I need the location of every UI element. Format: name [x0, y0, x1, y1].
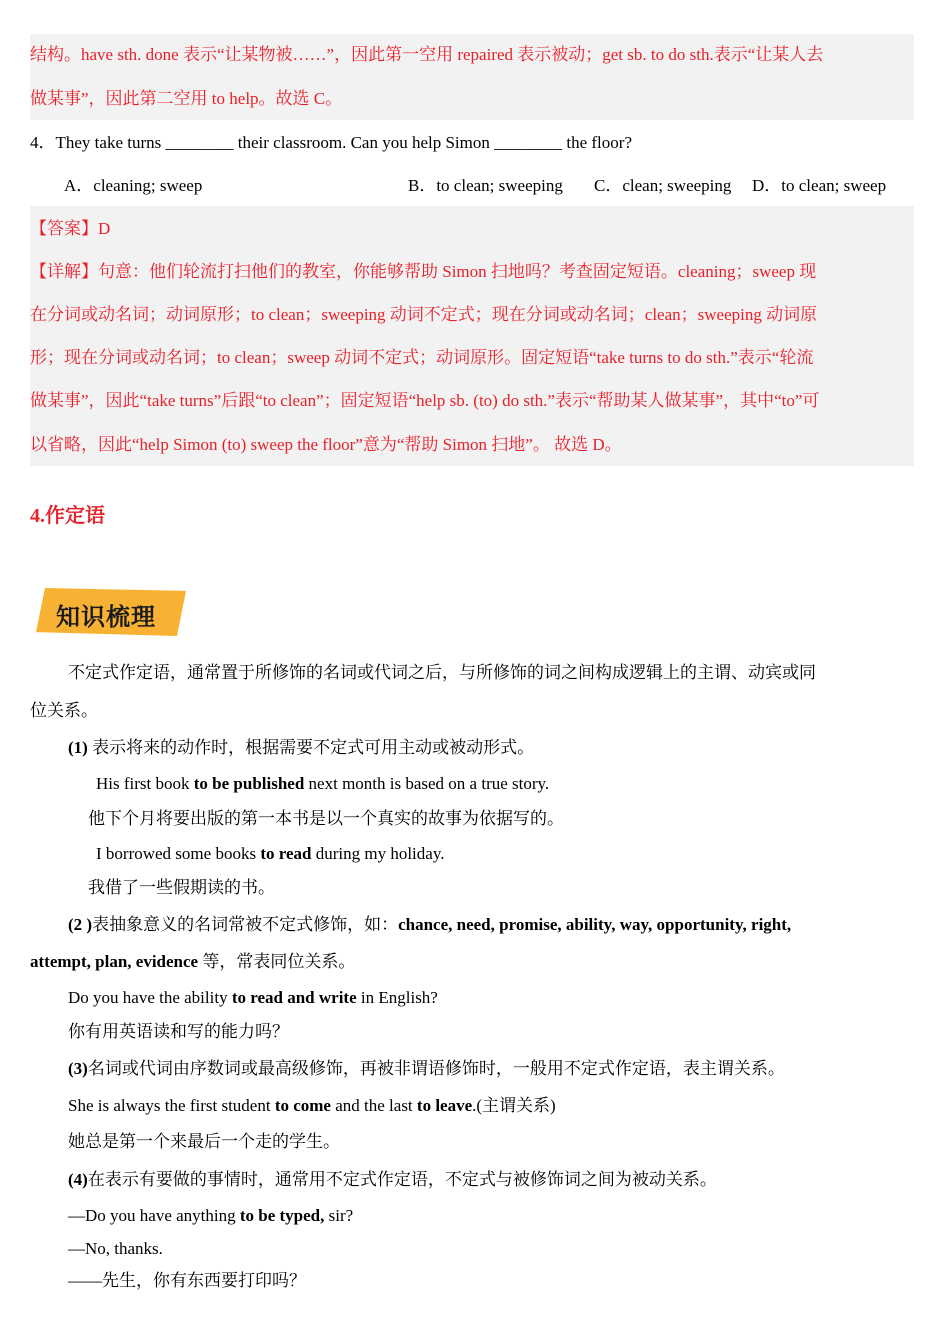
noun-list: chance, need, promise, ability, way, opportunity, right, — [398, 915, 792, 934]
explanation-line: 做某事”，因此第二空用 to help。故选 C。 — [30, 89, 343, 108]
answer-box — [30, 206, 914, 466]
badge-label: 知识梳理 — [56, 603, 156, 631]
rule-2 — [68, 914, 914, 936]
example-translation: 我借了一些假期读的书。 — [88, 878, 275, 897]
option-b: B．to clean; sweeping — [408, 176, 563, 195]
example-sentence: —Do you have anything to be typed, sir? — [68, 1206, 354, 1225]
option-d: D．to clean; sweep — [752, 176, 887, 195]
detail-line: 在分词或动名词；动词原形；to clean；sweeping 动词不定式；现在分词或动名词；clean；sweeping 动词原 — [30, 305, 818, 324]
example-sentence: Do you have the ability to read and write in English? — [68, 988, 438, 1007]
rule-number: (2 ) — [68, 915, 93, 934]
detail-line: 做某事”，因此“take turns”后跟“to clean”；固定短语“help sb. (to) do sth.”表示“帮助某人做某事”，其中“to”可 — [30, 391, 820, 410]
rule-text: 表示将来的动作时，根据需要不定式可用主动或被动形式。 — [87, 738, 535, 757]
rule-text: 在表示有要做的事情时，通常用不定式作定语，不定式与被修饰词之间为被动关系。 — [87, 1170, 717, 1189]
detail-line: 形；现在分词或动名词；to clean；sweep 动词不定式；动词原形。固定短语“take turns to do sth.”表示“轮流 — [30, 348, 814, 367]
knowledge-badge — [36, 588, 186, 636]
rule-text: 名词或代词由序数词或最高级修饰，再被非谓语修饰时，一般用不定式作定语，表主谓关系。 — [87, 1059, 785, 1078]
answer-label: 【答案】D — [30, 219, 111, 238]
example-translation: ——先生，你有东西要打印吗？ — [68, 1271, 306, 1290]
option-a: A．cleaning; sweep — [64, 176, 203, 195]
example-sentence: She is always the first student to come and the last to leave.(主谓关系) — [68, 1096, 556, 1115]
rule-1 — [68, 737, 534, 759]
example-sentence: I borrowed some books to read during my holiday. — [96, 844, 445, 863]
rule-number: (4) — [68, 1170, 88, 1189]
section-heading: 4.作定语 — [30, 505, 105, 527]
example-sentence: His first book to be published next month is based on a true story. — [96, 774, 550, 793]
example-sentence: —No, thanks. — [68, 1239, 163, 1258]
rule-2-cont: attempt, plan, evidence 等，常表同位关系。 — [30, 952, 356, 971]
explanation-line: 结构。have sth. done 表示“让某物被……”，因此第一空用 repaired 表示被动；get sb. to do sth.表示“让某人去 — [30, 45, 824, 64]
option-c: C．clean; sweeping — [594, 176, 732, 195]
example-translation: 他下个月将要出版的第一本书是以一个真实的故事为依据写的。 — [88, 809, 564, 828]
rule-3 — [68, 1058, 785, 1080]
intro-line: 位关系。 — [30, 701, 98, 720]
example-translation: 你有用英语读和写的能力吗？ — [68, 1022, 289, 1041]
detail-line: 以省略，因此“help Simon (to) sweep the floor”意为“帮助 Simon 扫地”。 故选 D。 — [30, 435, 622, 454]
example-translation: 她总是第一个来最后一个走的学生。 — [68, 1132, 340, 1151]
rule-4 — [68, 1169, 717, 1191]
rule-number: (1) — [68, 738, 88, 757]
question-stem: 4．They take turns ________ their classroom. Can you help Simon ________ the floor? — [30, 133, 632, 152]
rule-number: (3) — [68, 1059, 88, 1078]
detail-line: 【详解】句意：他们轮流打扫他们的教室，你能够帮助 Simon 扫地吗？考查固定短语。cleaning；sweep 现 — [30, 262, 817, 281]
intro-line: 不定式作定语，通常置于所修饰的名词或代词之后，与所修饰的词之间构成逻辑上的主谓、动宾或同 — [68, 663, 816, 682]
rule-text: 表抽象意义的名词常被不定式修饰，如： — [92, 915, 399, 934]
